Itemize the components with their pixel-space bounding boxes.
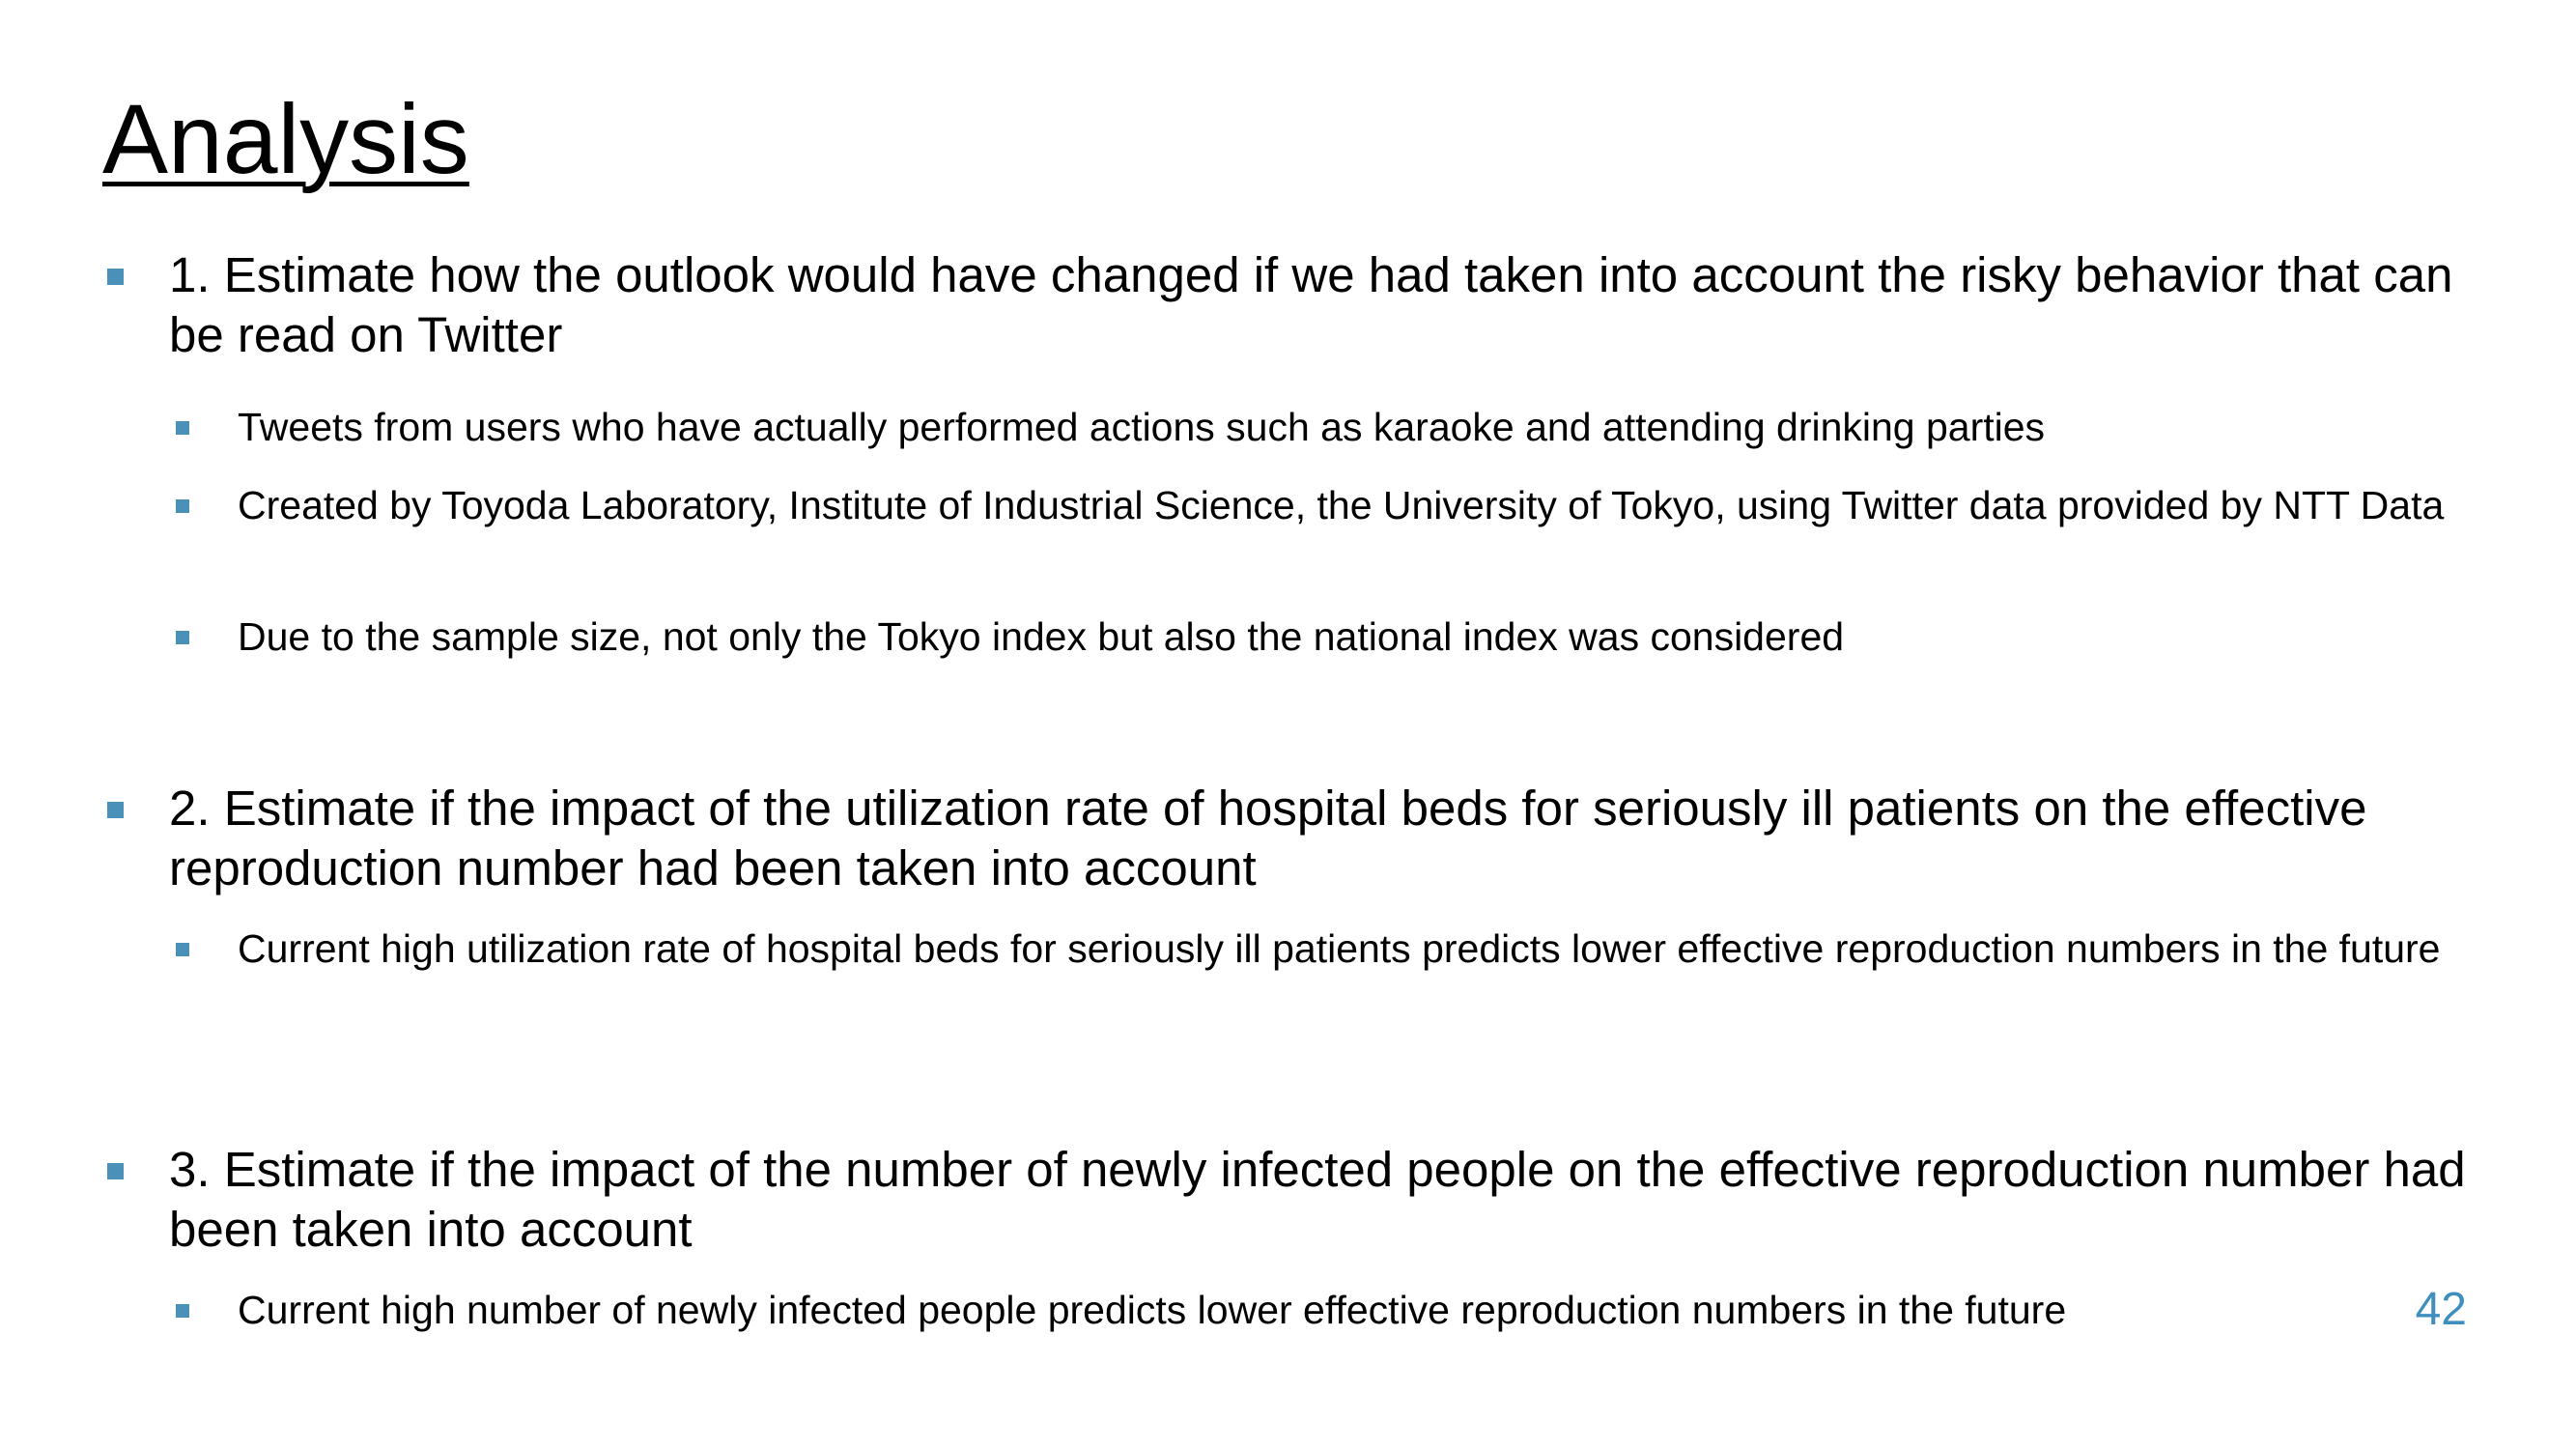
square-bullet-icon	[176, 499, 189, 513]
square-bullet-icon	[107, 802, 124, 818]
subitem-text: Due to the sample size, not only the Tokyo index but also the national index was considered	[238, 614, 1845, 659]
section-1-subitem-3	[238, 611, 2469, 663]
subitem-text: Current high utilization rate of hospital beds for seriously ill patients predicts lower effective reproduction numbers in the future	[238, 926, 2441, 971]
subitem-text: Tweets from users who have actually performed actions such as karaoke and attending drinking parties	[238, 405, 2046, 449]
section-2-subitem-1	[238, 923, 2469, 975]
section-1-bullet-item	[169, 245, 2497, 365]
section-2-text: 2. Estimate if the impact of the utilization rate of hospital beds for seriously ill patients on the effective reproduction number had been taken into account	[169, 781, 2367, 895]
square-bullet-icon	[176, 631, 189, 644]
slide-title: Analysis	[102, 84, 469, 194]
section-2-bullet-item	[169, 779, 2497, 898]
square-bullet-icon	[176, 421, 189, 435]
subitem-text: Current high number of newly infected people predicts lower effective reproduction numbers in the future	[238, 1288, 2067, 1332]
square-bullet-icon	[176, 943, 189, 956]
section-3-subitem-1	[238, 1285, 2305, 1336]
section-3-bullet-item	[169, 1140, 2497, 1260]
section-1-text: 1. Estimate how the outlook would have changed if we had taken into account the risky behavior that can be read on Twitter	[169, 247, 2453, 362]
subitem-text: Created by Toyoda Laboratory, Institute of Industrial Science, the University of Tokyo, using Twitter data provided by NTT Data	[238, 483, 2445, 527]
section-3-text: 3. Estimate if the impact of the number of newly infected people on the effective reproduction number had been taken into account	[169, 1142, 2466, 1257]
section-1-subitem-2	[238, 480, 2469, 531]
square-bullet-icon	[107, 269, 124, 285]
square-bullet-icon	[176, 1304, 189, 1318]
square-bullet-icon	[107, 1163, 124, 1179]
section-1-subitem-1	[238, 402, 2469, 453]
page-number: 42	[2415, 1284, 2467, 1335]
